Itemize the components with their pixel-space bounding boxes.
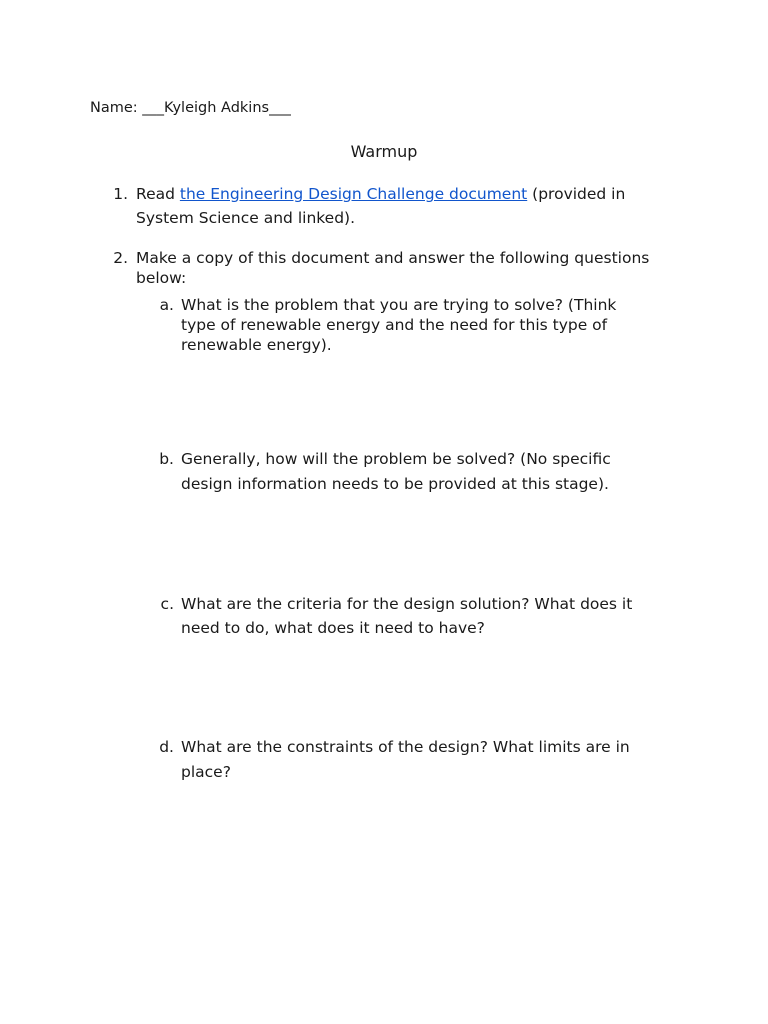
engineering-design-challenge-link[interactable]: the Engineering Design Challenge document — [179, 185, 528, 203]
sub-marker-a: a. — [159, 296, 174, 314]
list-item-1-prefix: Read — [136, 185, 180, 203]
list-marker-2: 2. — [113, 249, 128, 267]
sub-item-a-line1: What is the problem that you are trying to solve? (Think — [181, 296, 617, 314]
list-item-2-line1: Make a copy of this document and answer the following questions — [136, 249, 650, 267]
page-title: Warmup — [350, 142, 418, 161]
list-item-1-suffix: (provided in — [527, 185, 626, 203]
list-item-1-line1 — [136, 182, 625, 206]
sub-item-c-line2: need to do, what does it need to have? — [181, 619, 485, 637]
sub-item-a-line3: renewable energy). — [181, 336, 332, 354]
sub-marker-b: b. — [159, 450, 174, 468]
sub-item-b-line1: Generally, how will the problem be solved? (No specific — [181, 450, 611, 468]
list-marker-1: 1. — [113, 185, 128, 203]
list-item-1-line2: System Science and linked). — [136, 209, 356, 227]
sub-item-b-line2: design information needs to be provided at this stage). — [181, 475, 609, 493]
sub-marker-d: d. — [159, 738, 174, 756]
list-item-2-line2: below: — [136, 269, 187, 287]
sub-item-d-line2: place? — [181, 763, 231, 781]
student-name-line: Name: ___Kyleigh Adkins___ — [90, 100, 291, 116]
sub-item-d-line1: What are the constraints of the design? What limits are in — [181, 738, 630, 756]
sub-marker-c: c. — [160, 595, 174, 613]
sub-item-a-line2: type of renewable energy and the need for this type of — [181, 316, 608, 334]
sub-item-c-line1: What are the criteria for the design solution? What does it — [181, 595, 633, 613]
